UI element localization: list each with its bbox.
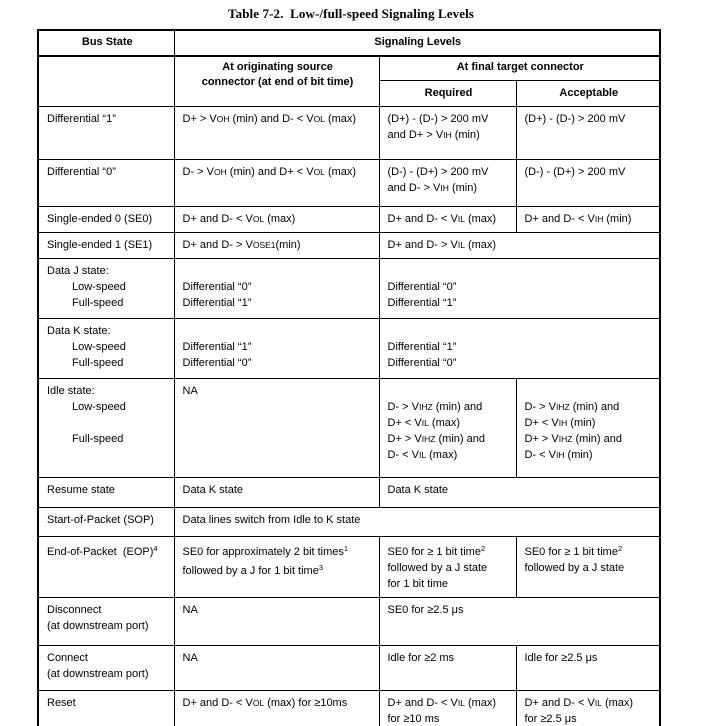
cell-line: NA: [182, 604, 198, 616]
cell-line: Data J state:: [47, 265, 109, 277]
table-cell: [516, 537, 660, 598]
cell-line: D+ and D- < VOL (max) for ≥10ms: [182, 697, 348, 709]
cell-line: and D+ > VIH (min): [387, 129, 480, 141]
table-cell: [38, 207, 174, 233]
cell-line: (D-) - (D+) > 200 mV: [524, 166, 626, 178]
table-cell: [379, 319, 660, 379]
cell-line: Differential “1”: [387, 341, 457, 353]
table-row-data-j-state: [38, 259, 660, 319]
table-cell: [516, 207, 660, 233]
cell-line: Data K state:: [47, 325, 111, 337]
cell-line: for ≥2.5 μs: [524, 713, 577, 725]
header-row-1: [38, 30, 660, 56]
cell-blank-line: [183, 323, 373, 339]
cell-line: Full-speed: [72, 357, 124, 369]
header-signaling-levels: Signaling Levels: [174, 30, 660, 56]
cell-line: Single-ended 1 (SE1): [47, 239, 153, 251]
table-row-differential-1: [38, 107, 660, 160]
table-row-connect: [38, 646, 660, 691]
cell-line: (at downstream port): [47, 620, 149, 632]
cell-line: Idle state:: [47, 385, 95, 397]
table-title: Table 7-2. Low-/full-speed Signaling Levels: [228, 6, 474, 21]
cell-line: Differential “0”: [387, 357, 457, 369]
cell-line: (D+) - (D-) > 200 mV: [524, 113, 626, 125]
cell-blank-line: [388, 263, 654, 279]
table-cell: [38, 691, 174, 726]
cell-line: SE0 for ≥ 1 bit time$^2$: [524, 544, 623, 558]
header-row-2: [38, 56, 660, 81]
cell-line: D- > VIHZ (min) and: [387, 401, 483, 413]
cell-line: Disconnect: [47, 604, 102, 616]
header-originating-line-2: connector (at end of bit time): [201, 76, 354, 88]
cell-line: Single-ended 0 (SE0): [47, 213, 153, 225]
header-acceptable: Acceptable: [516, 81, 660, 107]
table-cell: [174, 537, 379, 598]
cell-blank-line: [183, 263, 373, 279]
table-cell: [174, 160, 379, 207]
cell-line: SE0 for ≥ 1 bit time$^2$: [387, 544, 486, 558]
signaling-levels-table: [37, 29, 661, 726]
cell-blank-line: [47, 415, 168, 431]
cell-line: Differential “1”: [387, 297, 457, 309]
cell-line: (D+) - (D-) > 200 mV: [387, 113, 489, 125]
cell-line: (at downstream port): [47, 668, 149, 680]
table-cell: [174, 379, 379, 478]
cell-line: Low-speed: [72, 341, 126, 353]
table-cell: [379, 537, 516, 598]
table-cell: [38, 537, 174, 598]
table-cell: [379, 233, 660, 259]
table-row-se0: [38, 207, 660, 233]
cell-line: followed by a J state: [387, 562, 488, 574]
cell-line: D- > VOH (min) and D+ < VOL (max): [182, 166, 357, 178]
cell-line: SE0 for approximately 2 bit times$^1$: [182, 544, 349, 558]
table-row-idle-state: [38, 379, 660, 478]
table-row-disconnect: [38, 598, 660, 646]
table-cell: [379, 691, 516, 726]
cell-line: SE0 for ≥2.5 μs: [387, 604, 464, 616]
table-cell: [379, 107, 516, 160]
table-cell: [38, 508, 174, 537]
table-cell: [516, 160, 660, 207]
cell-line: Resume state: [47, 484, 115, 496]
cell-line: Data K state: [182, 484, 244, 496]
cell-line: Data K state: [387, 484, 449, 496]
cell-line: D+ > VOH (min) and D- < VOL (max): [182, 113, 357, 125]
cell-line: D+ > VIHZ (min) and: [524, 433, 622, 445]
cell-line: NA: [182, 652, 198, 664]
cell-line: Idle for ≥2.5 μs: [524, 652, 598, 664]
table-row-data-k-state: [38, 319, 660, 379]
cell-line: Reset: [47, 697, 76, 709]
table-cell: [379, 646, 516, 691]
table-cell: [38, 259, 174, 319]
table-cell: [38, 646, 174, 691]
cell-line: Full-speed: [72, 433, 124, 445]
cell-line: D+ and D- < VIL (max): [387, 697, 497, 709]
table-cell: [174, 508, 660, 537]
header-originating-line-1: At originating source: [222, 61, 333, 73]
table-cell: [174, 691, 379, 726]
cell-line: D+ and D- < VIH (min): [524, 213, 632, 225]
table-cell: [38, 160, 174, 207]
cell-line: End-of-Packet (EOP)$^4$: [47, 544, 158, 558]
cell-line: for 1 bit time: [387, 578, 449, 590]
cell-line: D+ and D- < VOL (max): [182, 213, 296, 225]
table-cell: [174, 259, 379, 319]
table-cell: [516, 379, 660, 478]
cell-blank-line: [388, 323, 654, 339]
header-bus-state: Bus State: [38, 30, 174, 56]
cell-line: Differential “0”: [47, 166, 116, 178]
table-cell: [174, 207, 379, 233]
cell-line: D- > VIHZ (min) and: [524, 401, 620, 413]
cell-line: Differential “0”: [182, 357, 252, 369]
table-cell: [379, 259, 660, 319]
table-body: [38, 107, 660, 726]
cell-line: D+ and D- > VIL (max): [387, 239, 497, 251]
table-cell: [516, 691, 660, 726]
table-row-se1: [38, 233, 660, 259]
table-row-reset: [38, 691, 660, 726]
cell-line: Differential “1”: [182, 341, 252, 353]
header-empty-cell: [38, 56, 174, 107]
table-cell: [174, 598, 379, 646]
cell-line: Idle for ≥2 ms: [387, 652, 455, 664]
table-cell: [379, 598, 660, 646]
cell-line: D+ < VIL (max): [387, 417, 461, 429]
cell-line: D+ > VIHZ (min) and: [387, 433, 485, 445]
cell-line: Differential “0”: [387, 281, 457, 293]
table-header: [38, 30, 660, 107]
table-cell: [516, 107, 660, 160]
cell-line: Start-of-Packet (SOP): [47, 514, 154, 526]
cell-line: Low-speed: [72, 401, 126, 413]
table-cell: [38, 233, 174, 259]
cell-line: D+ < VIH (min): [524, 417, 596, 429]
header-required: Required: [379, 81, 516, 107]
cell-line: and D- > VIH (min): [387, 182, 477, 194]
table-cell: [516, 646, 660, 691]
cell-line: Differential “1”: [47, 113, 116, 125]
cell-line: D- < VIL (max): [387, 449, 458, 461]
table-cell: [379, 379, 516, 478]
table-cell: [38, 478, 174, 508]
cell-line: D+ and D- < VIL (max): [524, 697, 634, 709]
cell-line: NA: [182, 385, 198, 397]
table-cell: [174, 107, 379, 160]
table-cell: [174, 646, 379, 691]
table-row-eop: [38, 537, 660, 598]
table-row-resume-state: [38, 478, 660, 508]
table-cell: [38, 379, 174, 478]
header-originating-source: [174, 56, 379, 107]
cell-blank-line: [525, 383, 654, 399]
table-cell: [174, 478, 379, 508]
cell-line: Differential “0”: [182, 281, 252, 293]
cell-blank-line: [388, 383, 510, 399]
cell-line: Connect: [47, 652, 88, 664]
cell-line: followed by a J for 1 bit time$^3$: [182, 563, 324, 577]
table-cell: [174, 233, 379, 259]
cell-line: Low-speed: [72, 281, 126, 293]
table-cell: [379, 478, 660, 508]
table-row-differential-0: [38, 160, 660, 207]
table-cell: [38, 319, 174, 379]
cell-line: for ≥10 ms: [387, 713, 440, 725]
table-cell: [174, 319, 379, 379]
table-cell: [38, 598, 174, 646]
cell-line: D+ and D- > VOSE1(min): [182, 239, 301, 251]
cell-line: followed by a J state: [524, 562, 625, 574]
header-final-target: At final target connector: [379, 56, 660, 81]
table-cell: [38, 107, 174, 160]
table-cell: [379, 160, 516, 207]
cell-line: D- < VIH (min): [524, 449, 593, 461]
cell-line: Data lines switch from Idle to K state: [182, 514, 361, 526]
cell-line: D+ and D- < VIL (max): [387, 213, 497, 225]
table-cell: [379, 207, 516, 233]
cell-line: Full-speed: [72, 297, 124, 309]
cell-line: Differential “1”: [182, 297, 252, 309]
table-row-sop: [38, 508, 660, 537]
cell-line: (D-) - (D+) > 200 mV: [387, 166, 489, 178]
